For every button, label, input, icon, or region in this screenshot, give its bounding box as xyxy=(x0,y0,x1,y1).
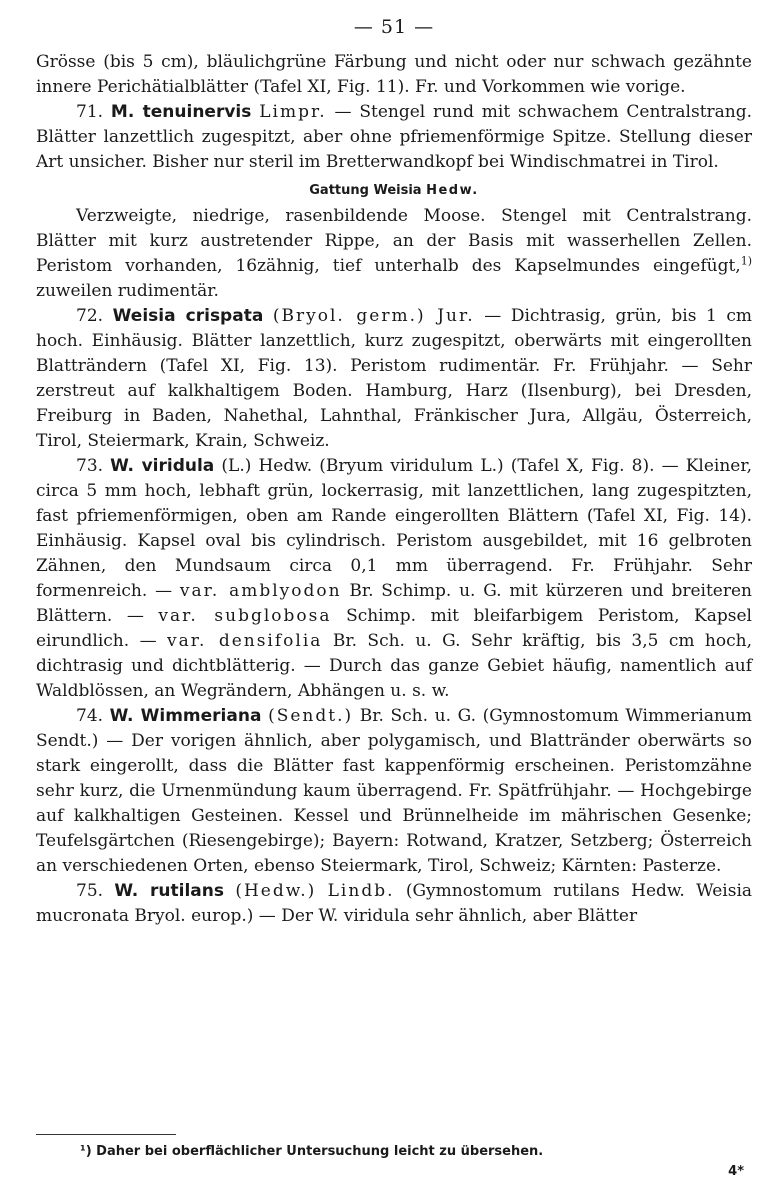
intro-paragraph xyxy=(36,50,752,100)
intro-text: Grösse (bis 5 cm), bläulichgrüne Färbung und nicht oder nur schwach gezähnte innere Perichätialblätter (Tafel XI, Fig. 11). Fr. und Vorkommen wie vorige. xyxy=(36,52,752,97)
entry-74-text: Br. Sch. u. G. (Gymnostomum Wimmerianum Sendt.) — Der vorigen ähnlich, aber polygamisch, und Blattränder oberwärts so stark eingerollt, dass die Blätter fast kappenförmig erscheinen. Peristomzähne sehr kurz, die Urnenmündung kaum überragend. Fr. Spätfrühjahr. — Hochgebirge auf kalkhaltigen Gesteinen. Kessel und Brünnelheide im mährischen Gesenke; Teufelsgärtchen (Riesengebirge); Bayern: Rotwand, Kratzer, Setzberg; Österreich an verschiedenen Orten, ebenso Steiermark, Tirol, Schweiz; Kärnten: Pasterze. xyxy=(36,706,752,876)
entry-72-text: — Dichtrasig, grün, bis 1 cm hoch. Einhäusig. Blätter lanzettlich, kurz zugespitzt, oberwärts mit eingerollten Blatträndern (Tafel XI, Fig. 13). Peristom rudimentär. Fr. Frühjahr. — Sehr zerstreut auf kalkhaltigem Boden. Hamburg, Harz (Ilsenburg), bei Dresden, Freiburg in Baden, Nahethal, Lahnthal, Fränkischer Jura, Allgäu, Österreich, Tirol, Steiermark, Krain, Schweiz. xyxy=(36,306,753,451)
entry-72-species: Weisia crispata xyxy=(112,306,264,326)
entry-73-number: 73. xyxy=(76,456,104,476)
entry-71-species: M. tenuinervis xyxy=(110,102,252,122)
genus-description-text: Verzweigte, niedrige, rasenbildende Moose. Stengel mit Centralstrang. Blätter mit kurz austretender Rippe, an der Basis mit wasserhellen Zellen. Peristom vorhanden, 16zähnig, tief unterhalb des Kapselmundes eingefügt, xyxy=(36,206,752,276)
entry-73-text-a: (Bryum viridulum L.) (Tafel X, Fig. 8). — Kleiner, circa 5 mm hoch, lebhaft grün, lockerrasig, mit lanzettlichen, lang zugespitzten, fast pfriemenförmigen, oben am Rande eingerollten Blättern (Tafel XI, Fig. 14). Einhäusig. Kapsel oval bis cylindrisch. Peristom ausgebildet, mit 16 gelbroten Zähnen, den Mundsaum circa 0,1 mm überragend. Fr. Frühjahr. Sehr formenreich. — xyxy=(36,456,753,601)
entry-73-species: W. viridula xyxy=(110,456,215,476)
genus-description-end: zuweilen rudimentär. xyxy=(36,281,219,301)
footnote-rule xyxy=(36,1134,176,1135)
entry-71-author: Limpr. xyxy=(259,102,327,122)
entry-73-text-d: Br. Sch. u. G. Sehr kräftig, bis 3,5 cm hoch, dichtrasig und dichtblätterig. — Durch das ganze Gebiet häufig, namentlich auf Waldblössen, an Wegrändern, Abhängen u. s. w. xyxy=(36,631,752,701)
entry-74-species: W. Wimmeriana xyxy=(109,706,262,726)
footnote-text: Daher bei oberflächlicher Untersuchung leicht zu übersehen. xyxy=(96,1144,544,1159)
entry-75-species: W. rutilans xyxy=(114,881,224,901)
footnote-mark: ¹) xyxy=(80,1144,92,1159)
entry-75 xyxy=(36,879,752,929)
genus-description xyxy=(36,204,752,304)
entry-74 xyxy=(36,704,752,879)
footnote-marker: 1) xyxy=(740,254,752,268)
entry-73-variety-densifolia: var. densifolia xyxy=(167,631,323,651)
footnote xyxy=(80,1144,680,1159)
entry-71-number: 71. xyxy=(76,102,104,122)
entry-72-author: (Bryol. germ.) Jur. xyxy=(272,306,475,326)
page-body xyxy=(36,16,752,929)
entry-71 xyxy=(36,100,752,175)
entry-73 xyxy=(36,454,752,704)
entry-72-number: 72. xyxy=(76,306,104,326)
entry-75-author-b: Lindb. xyxy=(327,881,395,901)
genus-heading-prefix: Gattung Weisia xyxy=(309,183,422,198)
entry-73-variety-amblyodon: var. amblyodon xyxy=(179,581,342,601)
entry-75-text: (Gymnostomum rutilans Hedw. Weisia mucronata Bryol. europ.) — Der W. viridula sehr ähnlich, aber Blätter xyxy=(36,881,753,926)
entry-71-text: — Stengel rund mit schwachem Centralstrang. Blätter lanzettlich zugespitzt, aber ohne pfriemenförmige Spitze. Stellung dieser Art unsicher. Bisher nur steril im Bretterwandkopf bei Windischmatrei in Tirol. xyxy=(36,102,753,172)
page-number: — 51 — xyxy=(353,16,435,38)
genus-heading xyxy=(36,183,752,198)
entry-75-number: 75. xyxy=(76,881,104,901)
entry-74-author: (Sendt.) xyxy=(268,706,354,726)
entry-73-text-c: Schimp. mit bleifarbigem Peristom, Kapsel eirundlich. — xyxy=(36,606,752,651)
entry-72 xyxy=(36,304,752,454)
entry-73-variety-subglobosa: var. subglobosa xyxy=(158,606,332,626)
genus-heading-author: Hedw. xyxy=(426,183,479,198)
entry-73-text-b: Br. Schimp. u. G. mit kürzeren und breiteren Blättern. — xyxy=(36,581,752,626)
signature-mark: 4* xyxy=(728,1164,744,1179)
entry-74-number: 74. xyxy=(76,706,104,726)
entry-75-author-a: (Hedw.) xyxy=(235,881,317,901)
entry-73-author: (L.) Hedw. xyxy=(221,456,313,476)
